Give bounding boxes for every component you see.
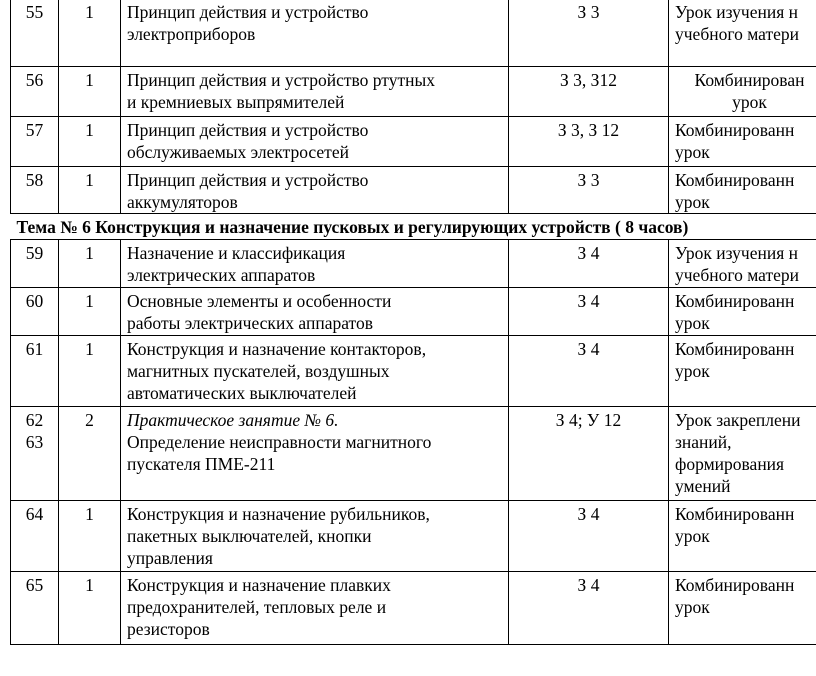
cell-line: резисторов: [127, 619, 210, 639]
competency-code-cell: З 4: [509, 501, 669, 572]
lesson-type-cell: [669, 167, 816, 214]
hours-cell: 1: [59, 0, 121, 67]
cell-line: обслуживаемых электросетей: [127, 142, 349, 162]
lesson-number-cell: [11, 0, 59, 67]
lesson-plan-table: [10, 0, 816, 645]
cell-line: аккумуляторов: [127, 192, 238, 212]
table-row: [11, 336, 816, 407]
cell-line: 65: [25, 575, 44, 595]
cell-line: 62: [25, 410, 44, 430]
cell-line: 58: [25, 170, 44, 190]
lesson-number-cell: [11, 572, 59, 645]
lesson-type-cell: [669, 0, 816, 67]
cell-line: Основные элементы и особенности: [127, 291, 392, 311]
lesson-number-cell: [11, 240, 59, 288]
cell-line: урок: [675, 142, 710, 162]
topic-cell: [121, 336, 509, 407]
cell-line: 61: [25, 339, 44, 359]
cell-line: Урок изучения н: [675, 2, 798, 22]
hours-cell: 1: [59, 572, 121, 645]
competency-code-cell: З 4: [509, 572, 669, 645]
lesson-type-cell: [669, 117, 816, 167]
cell-line: урок: [675, 526, 710, 546]
cell-line: Комбинированн: [675, 120, 795, 140]
competency-code-cell: З 4: [509, 336, 669, 407]
lesson-type-cell: [669, 501, 816, 572]
cell-line: умений: [675, 476, 731, 496]
cell-line: и кремниевых выпрямителей: [127, 92, 345, 112]
cell-line: Комбинированн: [675, 504, 795, 524]
topic-cell: [121, 572, 509, 645]
table-row: [11, 572, 816, 645]
cell-line: урок: [732, 92, 767, 112]
table-row: [11, 288, 816, 336]
cell-line: Комбинированн: [675, 170, 795, 190]
competency-code-cell: З 4: [509, 240, 669, 288]
cell-line: пакетных выключателей, кнопки: [127, 526, 372, 546]
cell-line: Принцип действия и устройство: [127, 120, 369, 140]
cell-line: автоматических выключателей: [127, 383, 357, 403]
cell-line: учебного матери: [675, 24, 800, 44]
lesson-number-cell: [11, 167, 59, 214]
cell-line: урок: [675, 361, 710, 381]
lesson-type-cell: [669, 240, 816, 288]
competency-code-cell: З 3, З12: [509, 67, 669, 117]
hours-cell: 1: [59, 501, 121, 572]
lesson-number-cell: [11, 336, 59, 407]
cell-line: Урок изучения н: [675, 243, 798, 263]
competency-code-cell: З 3, З 12: [509, 117, 669, 167]
competency-code-cell: З 4; У 12: [509, 407, 669, 501]
table-row: [11, 67, 816, 117]
cell-line: урок: [675, 313, 710, 333]
cell-line: Комбинированн: [675, 575, 795, 595]
cell-line: 57: [25, 120, 44, 140]
cell-line: электрических аппаратов: [127, 265, 316, 285]
cell-line: 55: [25, 2, 44, 22]
cell-line: Практическое занятие № 6.: [127, 410, 339, 430]
cell-line: 60: [25, 291, 44, 311]
cell-line: Комбинированн: [675, 339, 795, 359]
cell-line: работы электрических аппаратов: [127, 313, 373, 333]
cell-line: Урок закреплени: [675, 410, 801, 430]
topic-cell: [121, 240, 509, 288]
lesson-type-cell: [669, 336, 816, 407]
lesson-number-cell: [11, 407, 59, 501]
cell-line: 63: [25, 432, 44, 452]
table-row: [11, 240, 816, 288]
section-title: Тема № 6 Конструкция и назначение пусковых и регулирующих устройств ( 8 часов): [11, 214, 816, 240]
cell-line: Комбинирован: [694, 70, 805, 90]
topic-cell: [121, 407, 509, 501]
table-row: [11, 167, 816, 214]
rows-group-before: [11, 0, 816, 214]
competency-code-cell: З 3: [509, 0, 669, 67]
lesson-type-cell: [669, 407, 816, 501]
topic-cell: [121, 288, 509, 336]
topic-cell: [121, 117, 509, 167]
cell-line: Конструкция и назначение контакторов,: [127, 339, 427, 359]
cell-line: формирования: [675, 454, 785, 474]
cell-line: Назначение и классификация: [127, 243, 346, 263]
cell-line: урок: [675, 192, 710, 212]
cell-line: Конструкция и назначение рубильников,: [127, 504, 430, 524]
lesson-type-cell: [669, 572, 816, 645]
lesson-number-cell: [11, 501, 59, 572]
competency-code-cell: З 4: [509, 288, 669, 336]
lesson-type-cell: [669, 288, 816, 336]
topic-cell: [121, 67, 509, 117]
cell-line: урок: [675, 597, 710, 617]
hours-cell: 1: [59, 336, 121, 407]
cell-line: 64: [25, 504, 44, 524]
hours-cell: 1: [59, 240, 121, 288]
table-row: [11, 501, 816, 572]
cell-line: 56: [25, 70, 44, 90]
cell-line: Принцип действия и устройство ртутных: [127, 70, 435, 90]
cell-line: Принцип действия и устройство: [127, 170, 369, 190]
cell-line: магнитных пускателей, воздушных: [127, 361, 390, 381]
competency-code-cell: З 3: [509, 167, 669, 214]
section-row: [11, 214, 816, 240]
cell-line: предохранителей, тепловых реле и: [127, 597, 387, 617]
rows-group-after: [11, 240, 816, 645]
lesson-number-cell: [11, 67, 59, 117]
lesson-number-cell: [11, 288, 59, 336]
hours-cell: 2: [59, 407, 121, 501]
hours-cell: 1: [59, 117, 121, 167]
topic-cell: [121, 167, 509, 214]
table-row: [11, 407, 816, 501]
topic-cell: [121, 501, 509, 572]
cell-line: учебного матери: [675, 265, 800, 285]
lesson-type-cell: [669, 67, 816, 117]
lesson-number-cell: [11, 117, 59, 167]
section-group: [11, 214, 816, 240]
cell-line: пускателя ПМЕ-211: [127, 454, 276, 474]
cell-line: Определение неисправности магнитного: [127, 432, 432, 452]
hours-cell: 1: [59, 167, 121, 214]
cell-line: электроприборов: [127, 24, 256, 44]
cell-line: Конструкция и назначение плавких: [127, 575, 391, 595]
cell-line: управления: [127, 548, 213, 568]
cell-line: 59: [25, 243, 44, 263]
topic-cell: [121, 0, 509, 67]
cell-line: Комбинированн: [675, 291, 795, 311]
table-row: [11, 0, 816, 67]
hours-cell: 1: [59, 288, 121, 336]
table-row: [11, 117, 816, 167]
cell-line: Принцип действия и устройство: [127, 2, 369, 22]
hours-cell: 1: [59, 67, 121, 117]
cell-line: знаний,: [675, 432, 732, 452]
